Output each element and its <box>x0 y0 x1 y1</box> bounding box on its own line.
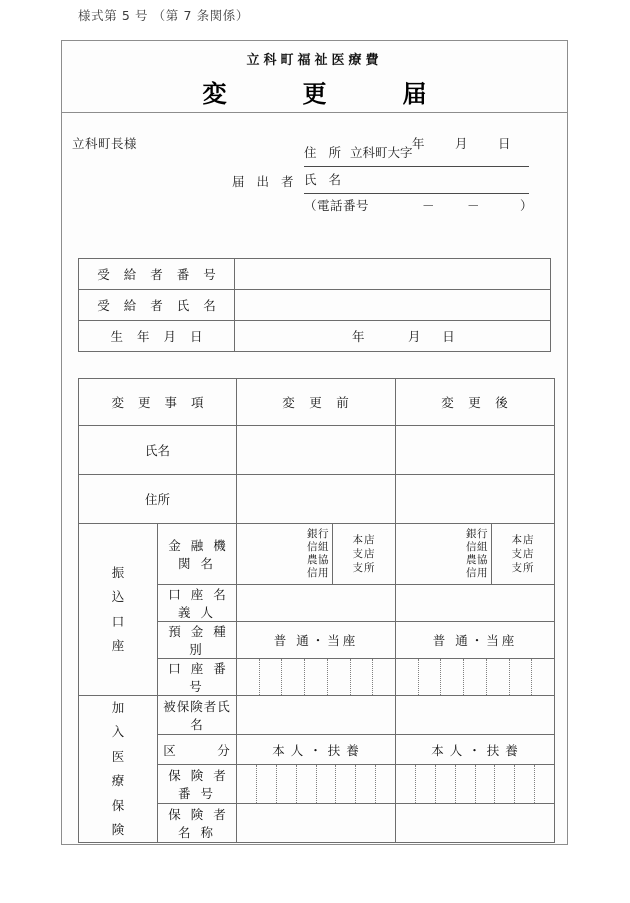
institution-kind-before[interactable] <box>237 524 333 584</box>
row-label-institution-text: 金 融 機 関 名 <box>168 538 229 571</box>
section-label-health-insurance <box>79 696 158 843</box>
table-row <box>79 321 551 352</box>
submitter-address-label: 住 所 <box>304 145 345 160</box>
recipient-number-value[interactable] <box>235 259 551 290</box>
section-label-bank-account <box>79 524 158 696</box>
bank-label-char-1: 振 <box>111 564 125 580</box>
date-year-label: 年 <box>412 136 426 151</box>
bank-label-char-2: 込 <box>111 589 125 605</box>
digit-cell[interactable] <box>396 659 419 695</box>
table-row <box>79 259 551 290</box>
addressee-town-mayor: 立科町長様 <box>72 136 138 151</box>
submitter-address-value: 立科町大字 <box>350 145 413 160</box>
recipient-birthdate-label-text: 生 年 月 日 <box>110 329 208 344</box>
institution-after-cell[interactable] <box>396 524 555 585</box>
account-holder-before-value[interactable] <box>237 585 396 622</box>
title-subtitle: 立科町福祉医療費 <box>246 53 383 68</box>
recipient-number-label <box>79 259 235 290</box>
digit-cell[interactable] <box>237 765 257 803</box>
table-row <box>79 524 555 585</box>
insured-category-before-text: 本 人 ・ 扶 養 <box>272 742 360 758</box>
kind-shinyo-after: 信用 <box>466 567 488 579</box>
row-label-name: 氏名 <box>79 426 237 475</box>
address-before-value[interactable] <box>237 475 396 524</box>
row-label-insured-name-text: 被保険者氏名 <box>163 698 231 732</box>
digit-cell[interactable] <box>376 765 395 803</box>
digit-cell[interactable] <box>419 659 442 695</box>
row-label-account-number <box>158 659 237 696</box>
header-after-change-text: 変 更 後 <box>441 395 509 410</box>
digit-cell[interactable] <box>257 765 277 803</box>
row-label-insurer-number-text: 保 険 者 番 号 <box>168 768 229 802</box>
kind-shinkumi-after: 信組 <box>466 541 488 553</box>
table-row <box>79 290 551 321</box>
institution-before-cell[interactable] <box>237 524 396 585</box>
insurance-label-char-5: 保 <box>111 797 125 813</box>
row-label-deposit-type-text: 預 金 種 別 <box>168 624 229 657</box>
digit-cell[interactable] <box>487 659 510 695</box>
institution-after-inner <box>396 524 554 584</box>
insurer-number-before-cells[interactable] <box>237 765 396 804</box>
insured-category-after-text: 本 人 ・ 扶 養 <box>431 742 519 758</box>
digit-cell[interactable] <box>336 765 356 803</box>
row-label-account-holder-text: 口 座 名 義 人 <box>168 587 229 620</box>
row-label-insured-category <box>158 734 237 765</box>
branch-shiten-after: 支店 <box>511 548 535 560</box>
date-day-label: 日 <box>497 136 512 151</box>
insurance-label-char-1: 加 <box>111 700 125 715</box>
kind-nokyo-after: 農協 <box>466 554 488 566</box>
digit-group <box>237 765 395 803</box>
row-label-deposit-type <box>158 622 237 659</box>
row-label-insured-name <box>158 696 237 735</box>
header-before-change <box>237 379 396 426</box>
birth-day-label: 日 <box>442 329 455 344</box>
date-month-label: 月 <box>454 136 469 151</box>
deposit-type-before-text: 普 通・当座 <box>273 633 359 648</box>
branch-shiten-before: 支店 <box>352 548 376 560</box>
kind-shinkumi-before: 信組 <box>307 541 329 553</box>
row-label-insurer-name-text: 保 険 者 名 称 <box>168 807 229 841</box>
header-change-item <box>79 379 237 426</box>
birth-year-label: 年 <box>351 329 365 344</box>
insurer-name-after-value[interactable] <box>396 804 555 843</box>
row-label-insured-category-text: 区 分 <box>163 742 231 758</box>
digit-cell[interactable] <box>476 765 496 803</box>
submitter-telephone-row[interactable] <box>304 194 533 218</box>
digit-cell[interactable] <box>441 659 464 695</box>
insurance-label-char-3: 医 <box>111 748 125 764</box>
digit-cell[interactable] <box>351 659 374 695</box>
digit-cell[interactable] <box>373 659 395 695</box>
digit-cell[interactable] <box>282 659 305 695</box>
digit-cell[interactable] <box>456 765 476 803</box>
recipient-birthdate-value[interactable] <box>235 321 551 352</box>
recipient-number-label-text: 受 給 者 番 号 <box>97 267 221 282</box>
digit-cell[interactable] <box>297 765 317 803</box>
account-number-after-cells[interactable] <box>396 659 555 696</box>
addressee-block <box>62 114 567 224</box>
row-label-insurer-name <box>158 804 237 843</box>
digit-group <box>396 659 554 695</box>
deposit-type-before-value[interactable] <box>237 622 396 659</box>
row-label-address: 住所 <box>79 475 237 524</box>
insured-category-before-value[interactable] <box>237 734 396 765</box>
kind-bank-after: 銀行 <box>466 528 488 540</box>
name-before-value[interactable] <box>237 426 396 475</box>
digit-cell[interactable] <box>532 659 554 695</box>
address-after-value[interactable] <box>396 475 555 524</box>
institution-kind-after[interactable] <box>396 524 492 584</box>
recipient-name-label-text: 受 給 者 氏 名 <box>97 298 221 313</box>
insurance-label-char-2: 入 <box>111 724 125 740</box>
digit-cell[interactable] <box>495 765 515 803</box>
recipient-info-table <box>78 258 551 352</box>
submitter-label: 届 出 者 <box>232 174 298 189</box>
account-number-before-cells[interactable] <box>237 659 396 696</box>
header-after-change <box>396 379 555 426</box>
submitter-name-label: 氏 名 <box>304 172 345 187</box>
digit-cell[interactable] <box>356 765 376 803</box>
digit-cell[interactable] <box>277 765 297 803</box>
name-after-value[interactable] <box>396 426 555 475</box>
change-details-table <box>78 378 555 843</box>
form-number: 様式第 5 号 （第 7 条関係） <box>78 8 249 23</box>
insurer-number-after-cells[interactable] <box>396 765 555 804</box>
row-label-institution <box>158 524 237 585</box>
bank-label-char-4: 座 <box>111 637 125 653</box>
institution-branch-after[interactable] <box>492 524 554 584</box>
deposit-type-after-value[interactable] <box>396 622 555 659</box>
bank-label-char-3: 口 <box>111 613 125 629</box>
digit-cell[interactable] <box>328 659 351 695</box>
birth-month-label: 月 <box>407 329 421 344</box>
digit-cell[interactable] <box>464 659 487 695</box>
digit-group <box>396 765 554 803</box>
digit-cell[interactable] <box>510 659 533 695</box>
insured-name-before-value[interactable] <box>237 696 396 735</box>
kind-bank-before: 銀行 <box>307 528 329 540</box>
digit-cell[interactable] <box>436 765 456 803</box>
insurance-label-char-4: 療 <box>111 773 125 789</box>
row-label-insurer-number <box>158 765 237 804</box>
digit-cell[interactable] <box>535 765 554 803</box>
telephone-dash-2: － <box>467 198 480 213</box>
row-label-account-holder <box>158 585 237 622</box>
insured-name-after-value[interactable] <box>396 696 555 735</box>
row-label-account-number-text: 口 座 番 号 <box>168 661 229 694</box>
submitter-fields <box>304 140 533 218</box>
deposit-type-after-text: 普 通・当座 <box>432 633 518 648</box>
branch-shisho-after: 支所 <box>511 562 535 574</box>
institution-branch-before[interactable] <box>333 524 395 584</box>
header-change-item-text: 変 更 事 項 <box>111 395 209 410</box>
institution-before-inner <box>237 524 395 584</box>
branch-honten-after: 本店 <box>511 534 535 546</box>
digit-cell[interactable] <box>416 765 436 803</box>
digit-cell[interactable] <box>317 765 337 803</box>
recipient-name-value[interactable] <box>235 290 551 321</box>
kind-shinyo-before: 信用 <box>307 567 329 579</box>
recipient-name-label <box>79 290 235 321</box>
submitter-name-row[interactable] <box>304 167 529 194</box>
table-row <box>79 426 555 475</box>
table-header-row <box>79 379 555 426</box>
header-before-change-text: 変 更 前 <box>282 395 350 410</box>
digit-cell[interactable] <box>515 765 535 803</box>
title-block <box>62 41 567 113</box>
digit-group <box>237 659 395 695</box>
digit-cell[interactable] <box>260 659 283 695</box>
account-holder-after-value[interactable] <box>396 585 555 622</box>
table-row <box>79 696 555 735</box>
insured-category-after-value[interactable] <box>396 734 555 765</box>
digit-cell[interactable] <box>396 765 416 803</box>
telephone-label: （電話番号 <box>304 198 370 213</box>
branch-shisho-before: 支所 <box>352 562 376 574</box>
recipient-birthdate-label <box>79 321 235 352</box>
kind-nokyo-before: 農協 <box>307 554 329 566</box>
table-row <box>79 475 555 524</box>
insurer-name-before-value[interactable] <box>237 804 396 843</box>
digit-cell[interactable] <box>237 659 260 695</box>
title-main: 変 更 届 <box>202 80 453 108</box>
submitter-address-row[interactable] <box>304 140 529 167</box>
telephone-paren-close: ） <box>520 198 533 213</box>
birthdate-ymd <box>330 329 455 344</box>
telephone-dash-1: － <box>422 198 435 213</box>
insurance-label-char-6: 険 <box>111 821 125 837</box>
branch-honten-before: 本店 <box>352 534 376 546</box>
digit-cell[interactable] <box>305 659 328 695</box>
